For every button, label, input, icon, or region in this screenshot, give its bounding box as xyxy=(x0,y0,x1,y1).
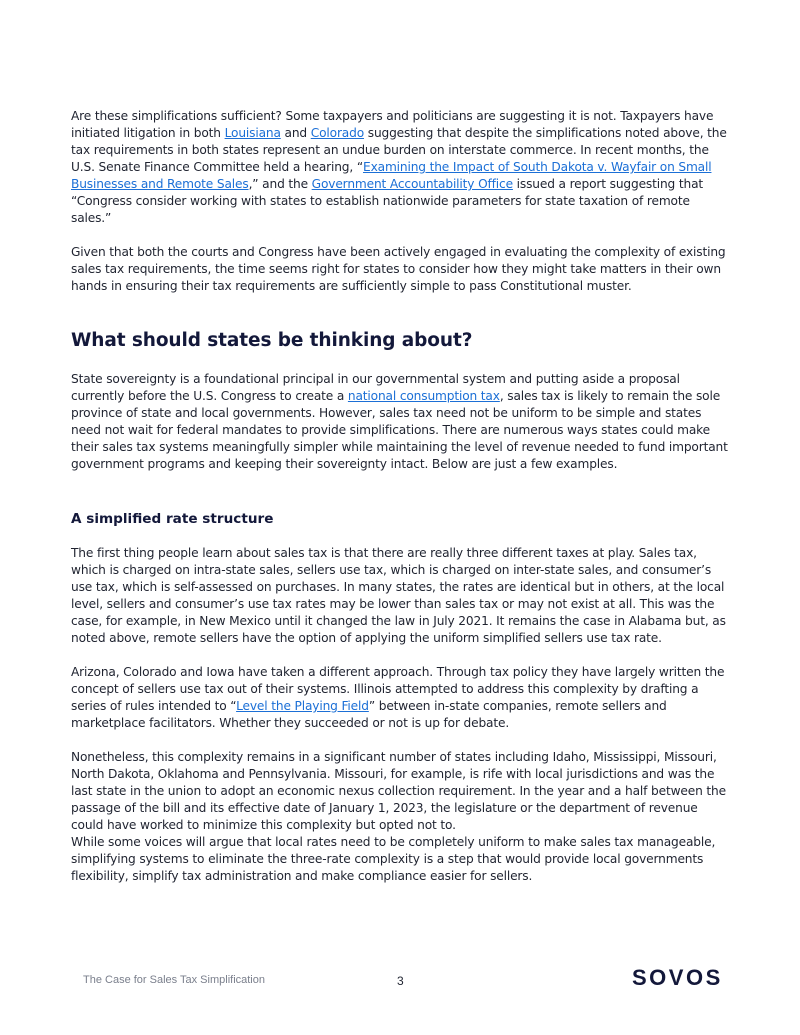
text-run: ” between in-state companies, remote sellers and marketplace facilitators. Whether they succeeded or not is up for debate. xyxy=(71,699,667,730)
text-run: , sales tax is likely to remain the sole province of state and local governments. However, sales tax need not be uniform to be simple and states need not wait for federal mandates to provide simplifications. There are numerous ways states could make their sales tax systems meaningfully simpler while maintaining the level of revenue needed to fund important government programs and keeping their sovereignty intact. Below are just a few examples. xyxy=(71,389,728,471)
footer-document-title: The Case for Sales Tax Simplification xyxy=(83,974,265,986)
paragraph-litigation xyxy=(71,108,731,227)
text-run: Arizona, Colorado and Iowa have taken a different approach. Through tax policy they have largely written the concept of sellers use tax out of their systems. Illinois attempted to address this complexity by drafting a series of rules intended to “ xyxy=(71,665,725,713)
text-run: issued a report suggesting that “Congress consider working with states to establish nationwide parameters for state taxation of remote sales.” xyxy=(71,177,704,225)
text-run: suggesting that despite the simplifications noted above, the tax requirements in both states represent an undue burden on interstate commerce. In recent months, the U.S. Senate Finance Committee held a hearing, “ xyxy=(71,126,727,174)
paragraph-courts-congress: Given that both the courts and Congress have been actively engaged in evaluating the complexity of existing sales tax requirements, the time seems right for states to consider how they might take matters in their own hands in ensuring their tax requirements are sufficiently simple to pass Constitutional muster. xyxy=(71,245,726,293)
link-senate-hearing[interactable]: Examining the Impact of South Dakota v. Wayfair on Small Businesses and Remote Sales xyxy=(71,160,712,191)
paragraph-sovereignty xyxy=(71,371,731,473)
document-body xyxy=(71,108,731,885)
link-national-consumption-tax[interactable]: national consumption tax xyxy=(347,389,500,403)
text-run: ,” and the xyxy=(248,177,312,191)
paragraph-three-taxes: The first thing people learn about sales tax is that there are really three different taxes at play. Sales tax, which is charged on intra-state sales, sellers use tax, which is charged on inter-state sales, and consumer’s use tax, which is self-assessed on purchases. In many states, the rates are identical but in others, at the local level, sellers and consumer’s use tax rates may be lower than sales tax or may not exist at all. This was the case, for example, in New Mexico until it changed the law in July 2021. It remains the case in Alabama but, as noted above, remote sellers have the option of applying the uniform simplified sellers use tax rate. xyxy=(71,546,726,645)
page-number: 3 xyxy=(397,974,404,988)
paragraph-complexity-remains: Nonetheless, this complexity remains in a significant number of states including Idaho, Mississippi, Missouri, North Dakota, Oklahoma and Pennsylvania. Missouri, for example, is rife with local jurisdictions and was the last state in the union to adopt an economic nexus collection requirement. In the year and a half between the passage of the bill and its effective date of January 1, 2023, the legislature or the department of revenue could have worked to minimize this complexity but opted not to. xyxy=(71,750,726,832)
section-heading-states: What should states be thinking about? xyxy=(71,330,473,351)
text-run: and xyxy=(280,126,311,140)
link-colorado[interactable]: Colorado xyxy=(310,126,365,140)
link-level-playing-field[interactable]: Level the Playing Field xyxy=(236,699,369,713)
paragraph-local-rates: While some voices will argue that local rates need to be completely uniform to make sales tax manageable, simplifying systems to eliminate the three-rate complexity is a step that would provide local governments flexibility, simplify tax administration and make compliance easier for sellers. xyxy=(71,835,716,883)
link-gao[interactable]: Government Accountability Office xyxy=(311,177,513,191)
sovos-logo: SOVOS xyxy=(632,965,723,990)
paragraph-arizona-colorado-iowa xyxy=(71,664,731,732)
link-louisiana[interactable]: Louisiana xyxy=(224,126,281,140)
subsection-heading-rate-structure: A simplified rate structure xyxy=(71,511,274,527)
text-run: State sovereignty is a foundational principal in our governmental system and putting aside a proposal currently before the U.S. Congress to create a xyxy=(71,372,680,403)
text-run: Are these simplifications sufficient? Some taxpayers and politicians are suggesting it is not. Taxpayers have initiated litigation in both xyxy=(71,109,714,140)
